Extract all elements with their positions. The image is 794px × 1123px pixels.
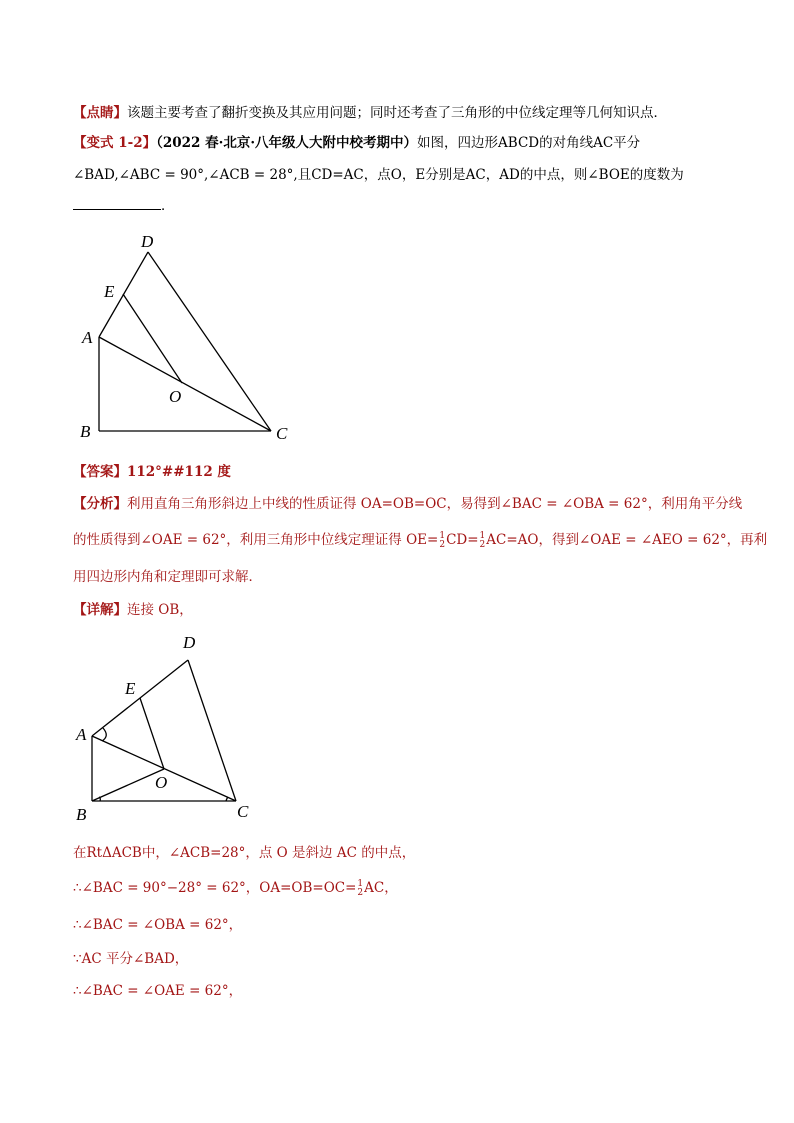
- fig2-seg-BO: [92, 769, 164, 801]
- bianshi-line-3: [73, 196, 175, 216]
- analysis-line-3: 用四边形内角和定理即可求解．: [73, 569, 262, 585]
- solution-step-3: ∴∠BAC = ∠OBA = 62°，: [73, 917, 243, 933]
- answer-tag: 【答案】: [73, 464, 127, 480]
- analysis-line-1: [73, 494, 742, 514]
- fig2-angle-A-arc: [102, 728, 106, 741]
- fig2-label-B: B: [76, 805, 87, 824]
- solution-step-2: [73, 878, 398, 898]
- fig1-label-A: A: [82, 328, 93, 347]
- fig1-seg-DC: [148, 252, 271, 431]
- fig2-seg-DC: [188, 660, 236, 801]
- fig1-label-B: B: [80, 422, 91, 441]
- fraction-half-1: [439, 532, 445, 550]
- frac2-den: 2: [479, 539, 486, 550]
- fig1-seg-EO: [123, 294, 182, 383]
- dianjing-line: [73, 103, 667, 123]
- detail-text: 连接 OB，: [127, 602, 193, 618]
- answer-line: [73, 462, 231, 482]
- fraction-half-2: [480, 532, 486, 550]
- analysis-line2b: CD=: [446, 532, 479, 548]
- frac3-den: 2: [357, 887, 364, 898]
- analysis-line-2: [73, 530, 767, 550]
- fig2-label-A: A: [76, 725, 87, 744]
- fig1-seg-AC: [99, 337, 271, 431]
- solution-step-5: ∴∠BAC = ∠OAE = 62°，: [73, 983, 243, 999]
- frac2-num: 1: [479, 530, 486, 541]
- fig1-label-C: C: [276, 424, 288, 443]
- bianshi-tag: 【变式 1-2】: [73, 135, 157, 151]
- bianshi-line-2: ∠BAD,∠ABC = 90°,∠ACB = 28°,且CD=AC，点O，E分别是AC，AD的中点，则∠BOE的度数为: [73, 167, 684, 183]
- figure-2: [70, 628, 270, 828]
- analysis-line2c: AC=AO，得到∠OAE = ∠AEO = 62°，再利: [486, 532, 768, 548]
- fig1-label-O: O: [169, 387, 182, 406]
- frac3-num: 1: [357, 878, 364, 889]
- fig2-label-E: E: [125, 679, 136, 698]
- solution-step-4: ∵AC 平分∠BAD，: [73, 951, 189, 967]
- detail-tag: 【详解】: [73, 602, 127, 618]
- bianshi-source: （2022 春·北京·八年级人大附中校考期中）: [156, 135, 418, 151]
- blank-end: ．: [161, 198, 175, 214]
- bianshi-line-1: [73, 133, 640, 153]
- fraction-half-3: [357, 880, 363, 898]
- solution-s2b: AC，: [364, 880, 398, 896]
- fig2-label-C: C: [237, 802, 249, 821]
- fig2-label-O: O: [155, 773, 168, 792]
- dianjing-tag: 【点睛】: [73, 105, 127, 121]
- fig2-label-D: D: [183, 633, 196, 652]
- dianjing-text: 该题主要考查了翻折变换及其应用问题；同时还考查了三角形的中位线定理等几何知识点．: [127, 105, 667, 121]
- detail-line: [73, 600, 193, 620]
- analysis-line2a: 的性质得到∠OAE = 62°，利用三角形中位线定理证得 OE=: [73, 532, 439, 548]
- analysis-tag: 【分析】: [73, 496, 127, 512]
- solution-step-1: 在RtΔACB中，∠ACB=28°，点 O 是斜边 AC 的中点，: [73, 845, 416, 861]
- solution-s2a: ∴∠BAC = 90°−28° = 62°，OA=OB=OC=: [73, 880, 357, 896]
- figure-1: [70, 225, 310, 450]
- bianshi-text1: 如图，四边形ABCD的对角线AC平分: [417, 135, 641, 151]
- frac1-num: 1: [439, 530, 446, 541]
- fig1-label-E: E: [104, 282, 115, 301]
- fig1-label-D: D: [141, 232, 154, 251]
- fig2-seg-EO: [140, 698, 164, 769]
- analysis-line1: 利用直角三角形斜边上中线的性质证得 OA=OB=OC，易得到∠BAC = ∠OBA = 62°，利用角平分线: [127, 496, 743, 512]
- answer-text: 112°##112 度: [127, 464, 231, 480]
- answer-blank: [73, 197, 161, 210]
- frac1-den: 2: [439, 539, 446, 550]
